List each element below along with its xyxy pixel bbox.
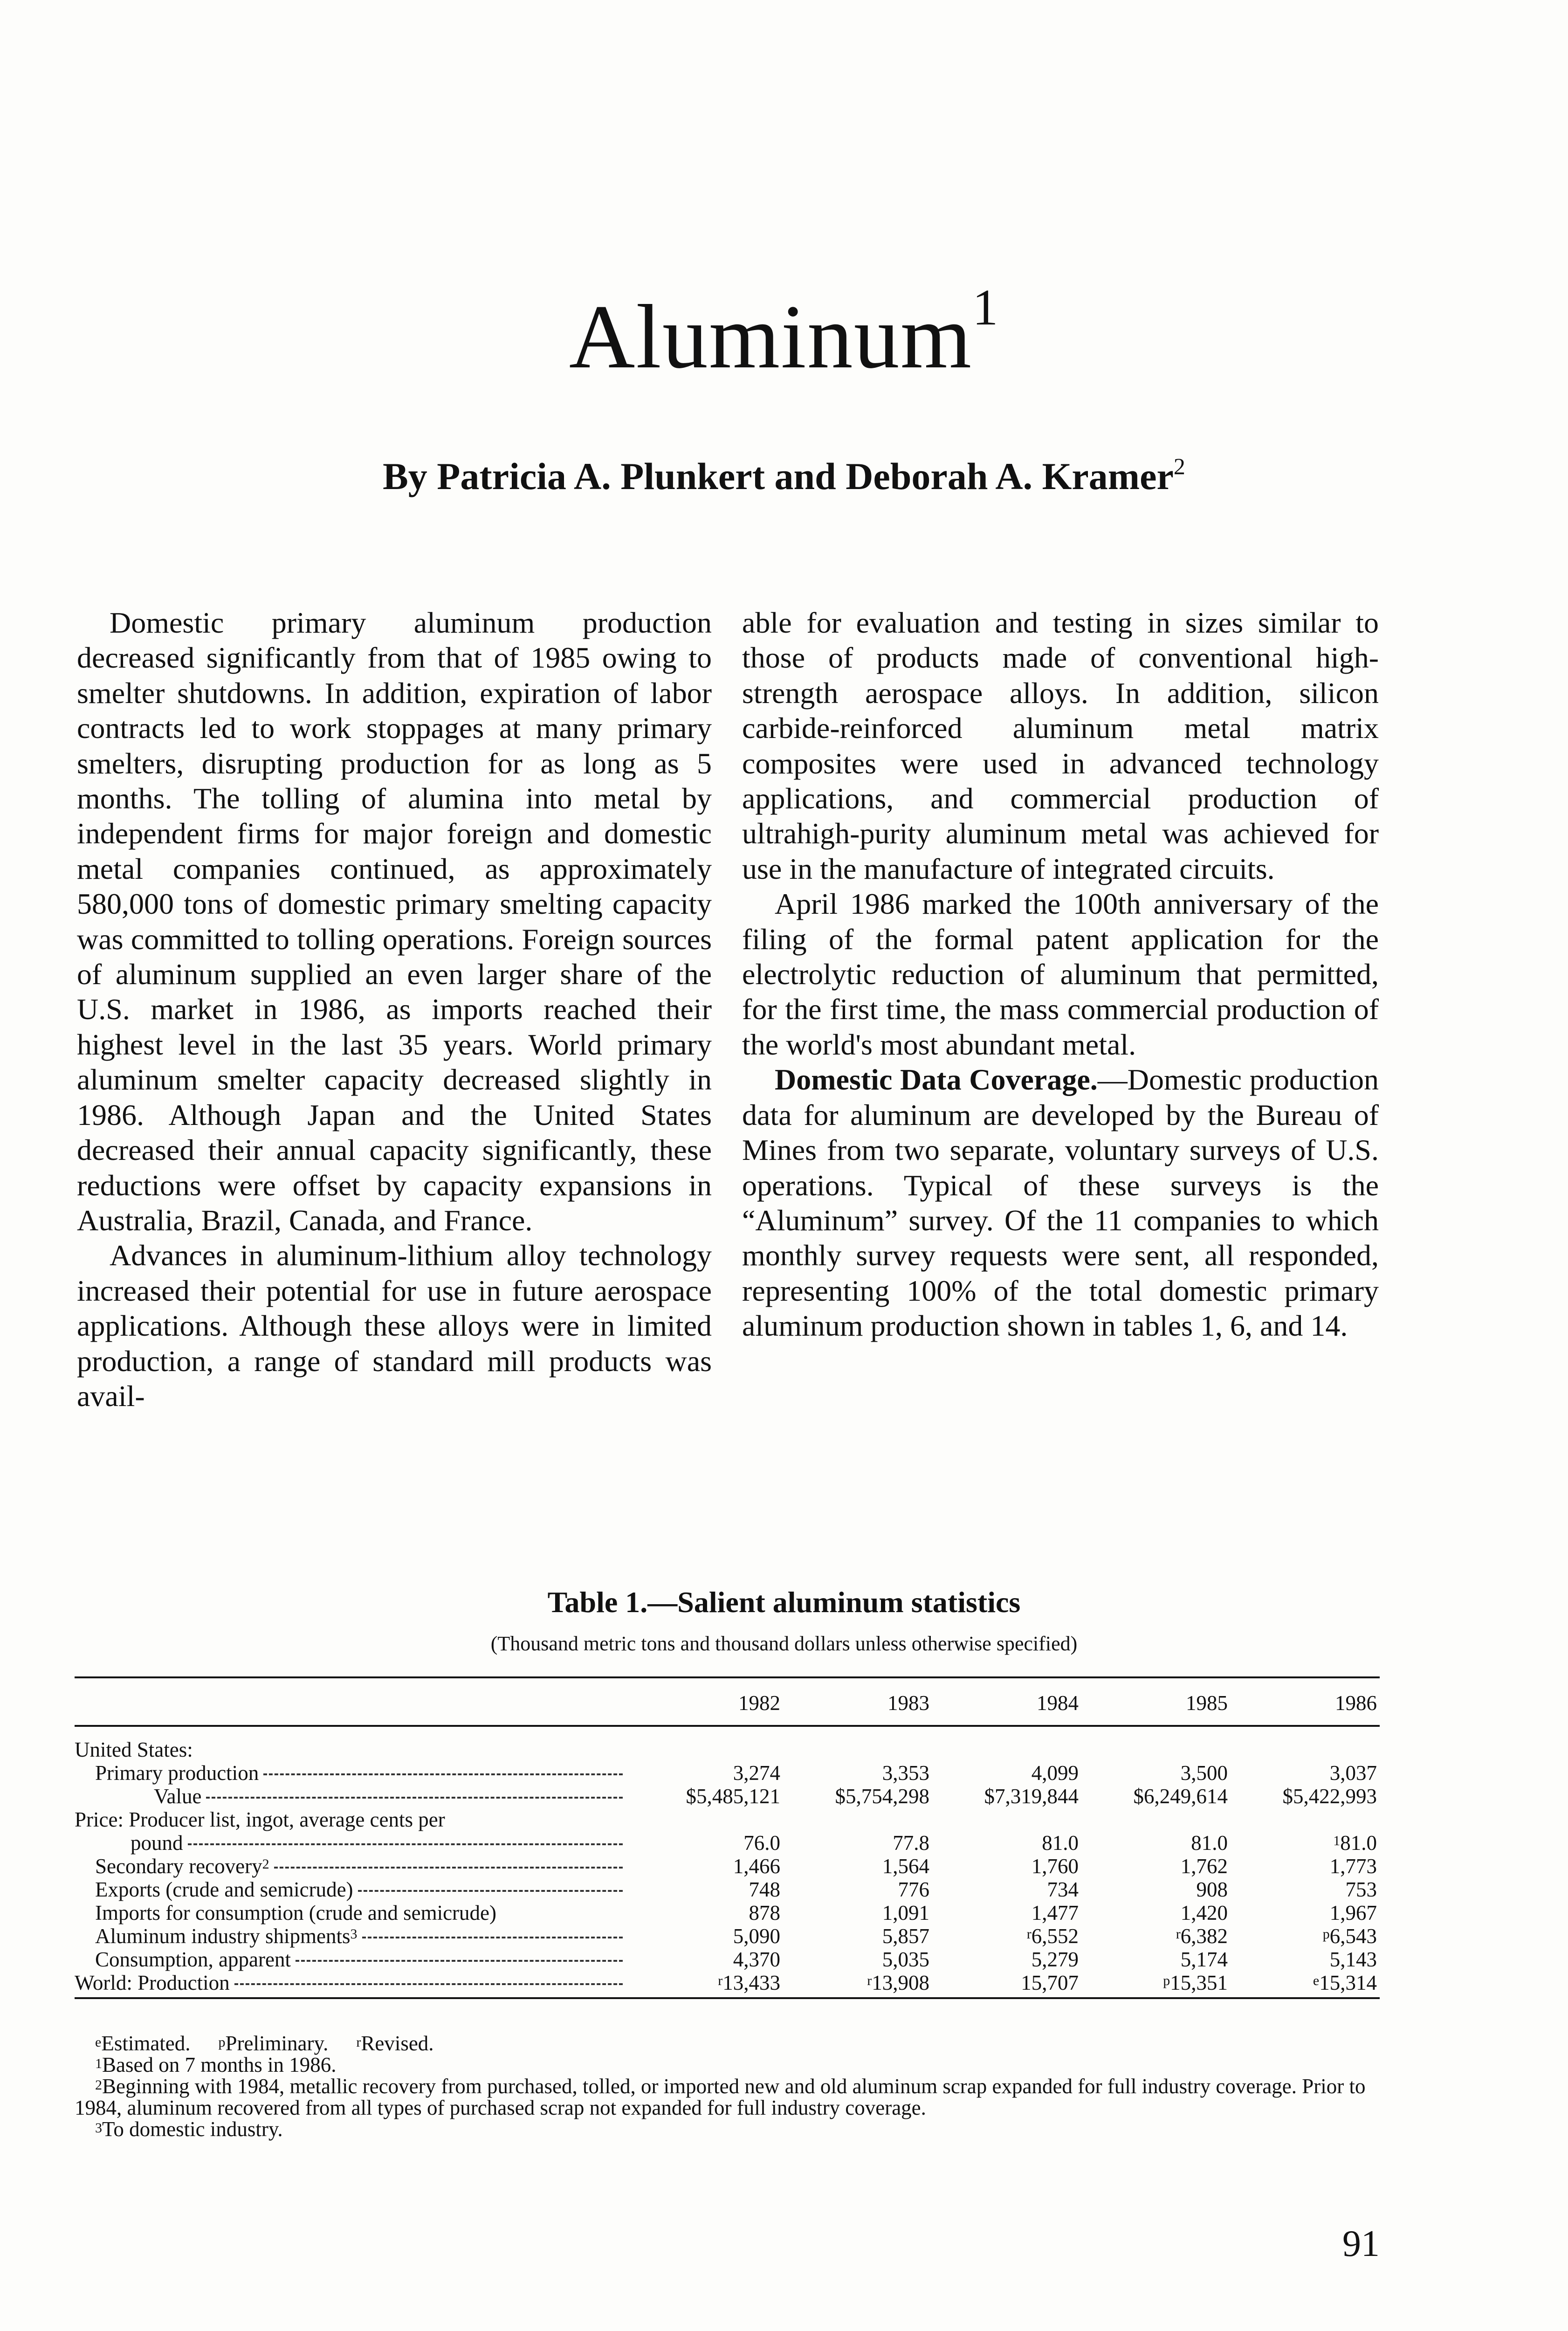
table-cell: 1,420	[1180, 1901, 1228, 1924]
table-cell: 776	[898, 1878, 929, 1901]
table-cell: $^1$81.0	[1333, 1831, 1377, 1855]
table-row	[75, 1855, 1380, 1878]
table-title: Table 1.—Salient aluminum statistics	[547, 1586, 1021, 1619]
table-top-rule	[75, 1676, 1380, 1678]
row-label: Value	[154, 1785, 202, 1808]
table-cell: 5,857	[882, 1924, 929, 1948]
table-row	[75, 1785, 1380, 1808]
table-cell: 5,279	[1031, 1948, 1079, 1971]
table-row	[75, 1831, 1380, 1855]
byline-text: By Patricia A. Plunkert and Deborah A. Kramer	[383, 455, 1174, 497]
table-cell: 1,773	[1329, 1855, 1377, 1878]
table-row	[75, 1878, 1380, 1901]
article-title	[0, 279, 1568, 389]
footnote-mark: r	[1176, 1926, 1181, 1942]
table-cell: $5,485,121	[686, 1785, 780, 1808]
year-header: 1985	[1081, 1681, 1231, 1726]
table-cell: 3,353	[882, 1761, 929, 1785]
footnote-mark: r	[867, 1973, 872, 1988]
table-cell: 77.8	[893, 1831, 929, 1855]
row-label: Consumption, apparent	[95, 1948, 291, 1971]
footnote-mark: 2	[262, 1856, 269, 1872]
year-header: 1982	[634, 1681, 783, 1726]
text-column-left	[77, 605, 712, 1414]
year-header: 1984	[932, 1681, 1081, 1726]
table-cell: $^r$6,382	[1176, 1924, 1228, 1948]
header-label-cell	[75, 1681, 634, 1726]
footnote-mark: p	[1163, 1973, 1170, 1988]
table-cell: 1,091	[882, 1901, 929, 1924]
footnote-mark: r	[718, 1973, 723, 1988]
table-footnotes	[75, 2033, 1380, 2140]
table-cell: 1,967	[1329, 1901, 1377, 1924]
table-cell: 734	[1047, 1878, 1079, 1901]
paragraph: Advances in aluminum-lithium alloy technology increased their potential for use in future aerospace applications. Although these alloys were in limited production, a range of standard mill products was avail-	[77, 1239, 712, 1413]
table-row	[75, 1726, 1380, 1761]
table-cell: $^r$13,908	[783, 1971, 932, 1998]
row-label: Price: Producer list, ingot, average cents per	[75, 1808, 445, 1831]
title-footnote-mark: 1	[972, 279, 999, 336]
table-cell: 748	[749, 1878, 780, 1901]
table-cell: $^e$15,314	[1231, 1971, 1380, 1998]
table-cell: 5,090	[733, 1924, 780, 1948]
byline	[0, 455, 1568, 498]
table-row	[75, 1901, 1380, 1924]
paragraph: April 1986 marked the 100th anniversary of the filing of the formal patent application for the electrolytic reduction of aluminum that permitted, for the first time, the mass commercial production of the world's most abundant metal.	[742, 887, 1379, 1061]
table-cell: $^r$13,433	[634, 1971, 783, 1998]
table-row	[75, 1808, 1380, 1831]
table-cell: 1,466	[733, 1855, 780, 1878]
table-cell: $7,319,844	[984, 1785, 1079, 1808]
table-cell: 4,099	[1031, 1761, 1079, 1785]
table-cell: $^r$6,552	[1026, 1924, 1079, 1948]
table-row	[75, 1924, 1380, 1948]
row-label: Imports for consumption (crude and semicrude)	[95, 1901, 496, 1924]
table-cell: 15,707	[932, 1971, 1081, 1998]
title-text: Aluminum	[569, 286, 973, 387]
footnote-mark: r	[1026, 1926, 1032, 1942]
paragraph-text: —Domestic production data for aluminum are developed by the Bureau of Mines from two separate, voluntary surveys of U.S. operations. Typical of these surveys is the “Aluminum” survey. Of the 11 companies to which monthly survey requests were sent, all responded, representing 100% of the total domestic primary aluminum production shown in tables 1, 6, and 14.	[742, 1063, 1379, 1343]
table-cell: 5,174	[1180, 1948, 1228, 1971]
table-cell: 1,762	[1180, 1855, 1228, 1878]
footnote: $^2$Beginning with 1984, metallic recovery from purchased, tolled, or imported new and old aluminum scrap expanded for full industry coverage. Prior to 1984, aluminum recovered from all types of purchased scrap not expanded for full industry coverage.	[75, 2075, 1366, 2119]
table-cell: $5,754,298	[835, 1785, 929, 1808]
table-cell: 878	[749, 1901, 780, 1924]
row-label: Secondary recovery$^2$	[95, 1855, 269, 1878]
text-column-right	[742, 605, 1379, 1344]
footnote-mark: 1	[1333, 1833, 1341, 1848]
row-label: Aluminum industry shipments$^3$	[95, 1924, 358, 1948]
footnote: $^1$Based on 7 months in 1986.	[95, 2053, 337, 2076]
row-label: pound	[131, 1831, 183, 1855]
footnote-mark: p	[1322, 1926, 1330, 1942]
row-label: Exports (crude and semicrude)	[95, 1878, 353, 1901]
table-cell: 3,274	[733, 1761, 780, 1785]
footnote: $^3$To domestic industry.	[95, 2117, 283, 2141]
salient-statistics-table	[75, 1681, 1380, 1999]
table-cell: $5,422,993	[1282, 1785, 1377, 1808]
paragraph: able for evaluation and testing in sizes similar to those of products made of conventional high-strength aerospace alloys. In addition, silicon carbide-reinforced aluminum metal matrix composites were used in advanced technology applications, and commercial production of ultrahigh-purity aluminum metal was achieved for use in the manufacture of integrated circuits.	[742, 606, 1379, 885]
table-cell: 1,564	[882, 1855, 929, 1878]
year-header: 1983	[783, 1681, 932, 1726]
footnote-mark: 3	[350, 1926, 358, 1942]
table-cell: 1,760	[1031, 1855, 1079, 1878]
row-label: World: Production	[75, 1971, 230, 1994]
table-cell: $6,249,614	[1133, 1785, 1228, 1808]
table-cell: 3,500	[1180, 1761, 1228, 1785]
table-cell: 3,037	[1329, 1761, 1377, 1785]
table-row	[75, 1761, 1380, 1785]
year-header: 1986	[1231, 1681, 1380, 1726]
table-header-row	[75, 1681, 1380, 1726]
table-cell: 81.0	[1191, 1831, 1228, 1855]
byline-footnote-mark: 2	[1173, 453, 1185, 479]
table-cell: $^p$15,351	[1081, 1971, 1231, 1998]
table-cell: 753	[1345, 1878, 1377, 1901]
table-cell: 81.0	[1042, 1831, 1079, 1855]
section-label: United States:	[75, 1738, 193, 1761]
table-row	[75, 1971, 1380, 1998]
table-cell: 76.0	[743, 1831, 780, 1855]
table-cell: 5,143	[1329, 1948, 1377, 1971]
footnote-mark: e	[1313, 1973, 1320, 1988]
table-subtitle: (Thousand metric tons and thousand dollars unless otherwise specified)	[490, 1632, 1078, 1655]
row-label: Primary production	[95, 1761, 259, 1785]
paragraph	[742, 1062, 1379, 1343]
table-cell: 908	[1196, 1878, 1228, 1901]
paragraph: Domestic primary aluminum production decreased significantly from that of 1985 owing to smelter shutdowns. In addition, expiration of labor contracts led to work stoppages at many primary smelters, disrupting production for as long as 5 months. The tolling of alumina into metal by independent firms for major foreign and domestic metal companies continued, as approximately 580,000 tons of domestic primary smelting capacity was committed to tolling operations. Foreign sources of aluminum supplied an even larger share of the U.S. market in 1986, as imports reached their highest level in the last 35 years. World primary aluminum smelter capacity decreased slightly in 1986. Although Japan and the United States decreased their annual capacity significantly, these reductions were offset by capacity expansions in Australia, Brazil, Canada, and France.	[77, 606, 712, 1237]
table-cell: 1,477	[1031, 1901, 1079, 1924]
table-row	[75, 1948, 1380, 1971]
page-number: 91	[1342, 2223, 1380, 2264]
table-cell: $^p$6,543	[1322, 1924, 1377, 1948]
footnote-legend: $^e$Estimated. $^p$Preliminary. $^r$Revised.	[95, 2032, 434, 2055]
table-cell: 5,035	[882, 1948, 929, 1971]
table-cell: 4,370	[733, 1948, 780, 1971]
paragraph-heading: Domestic Data Coverage.	[775, 1063, 1098, 1097]
